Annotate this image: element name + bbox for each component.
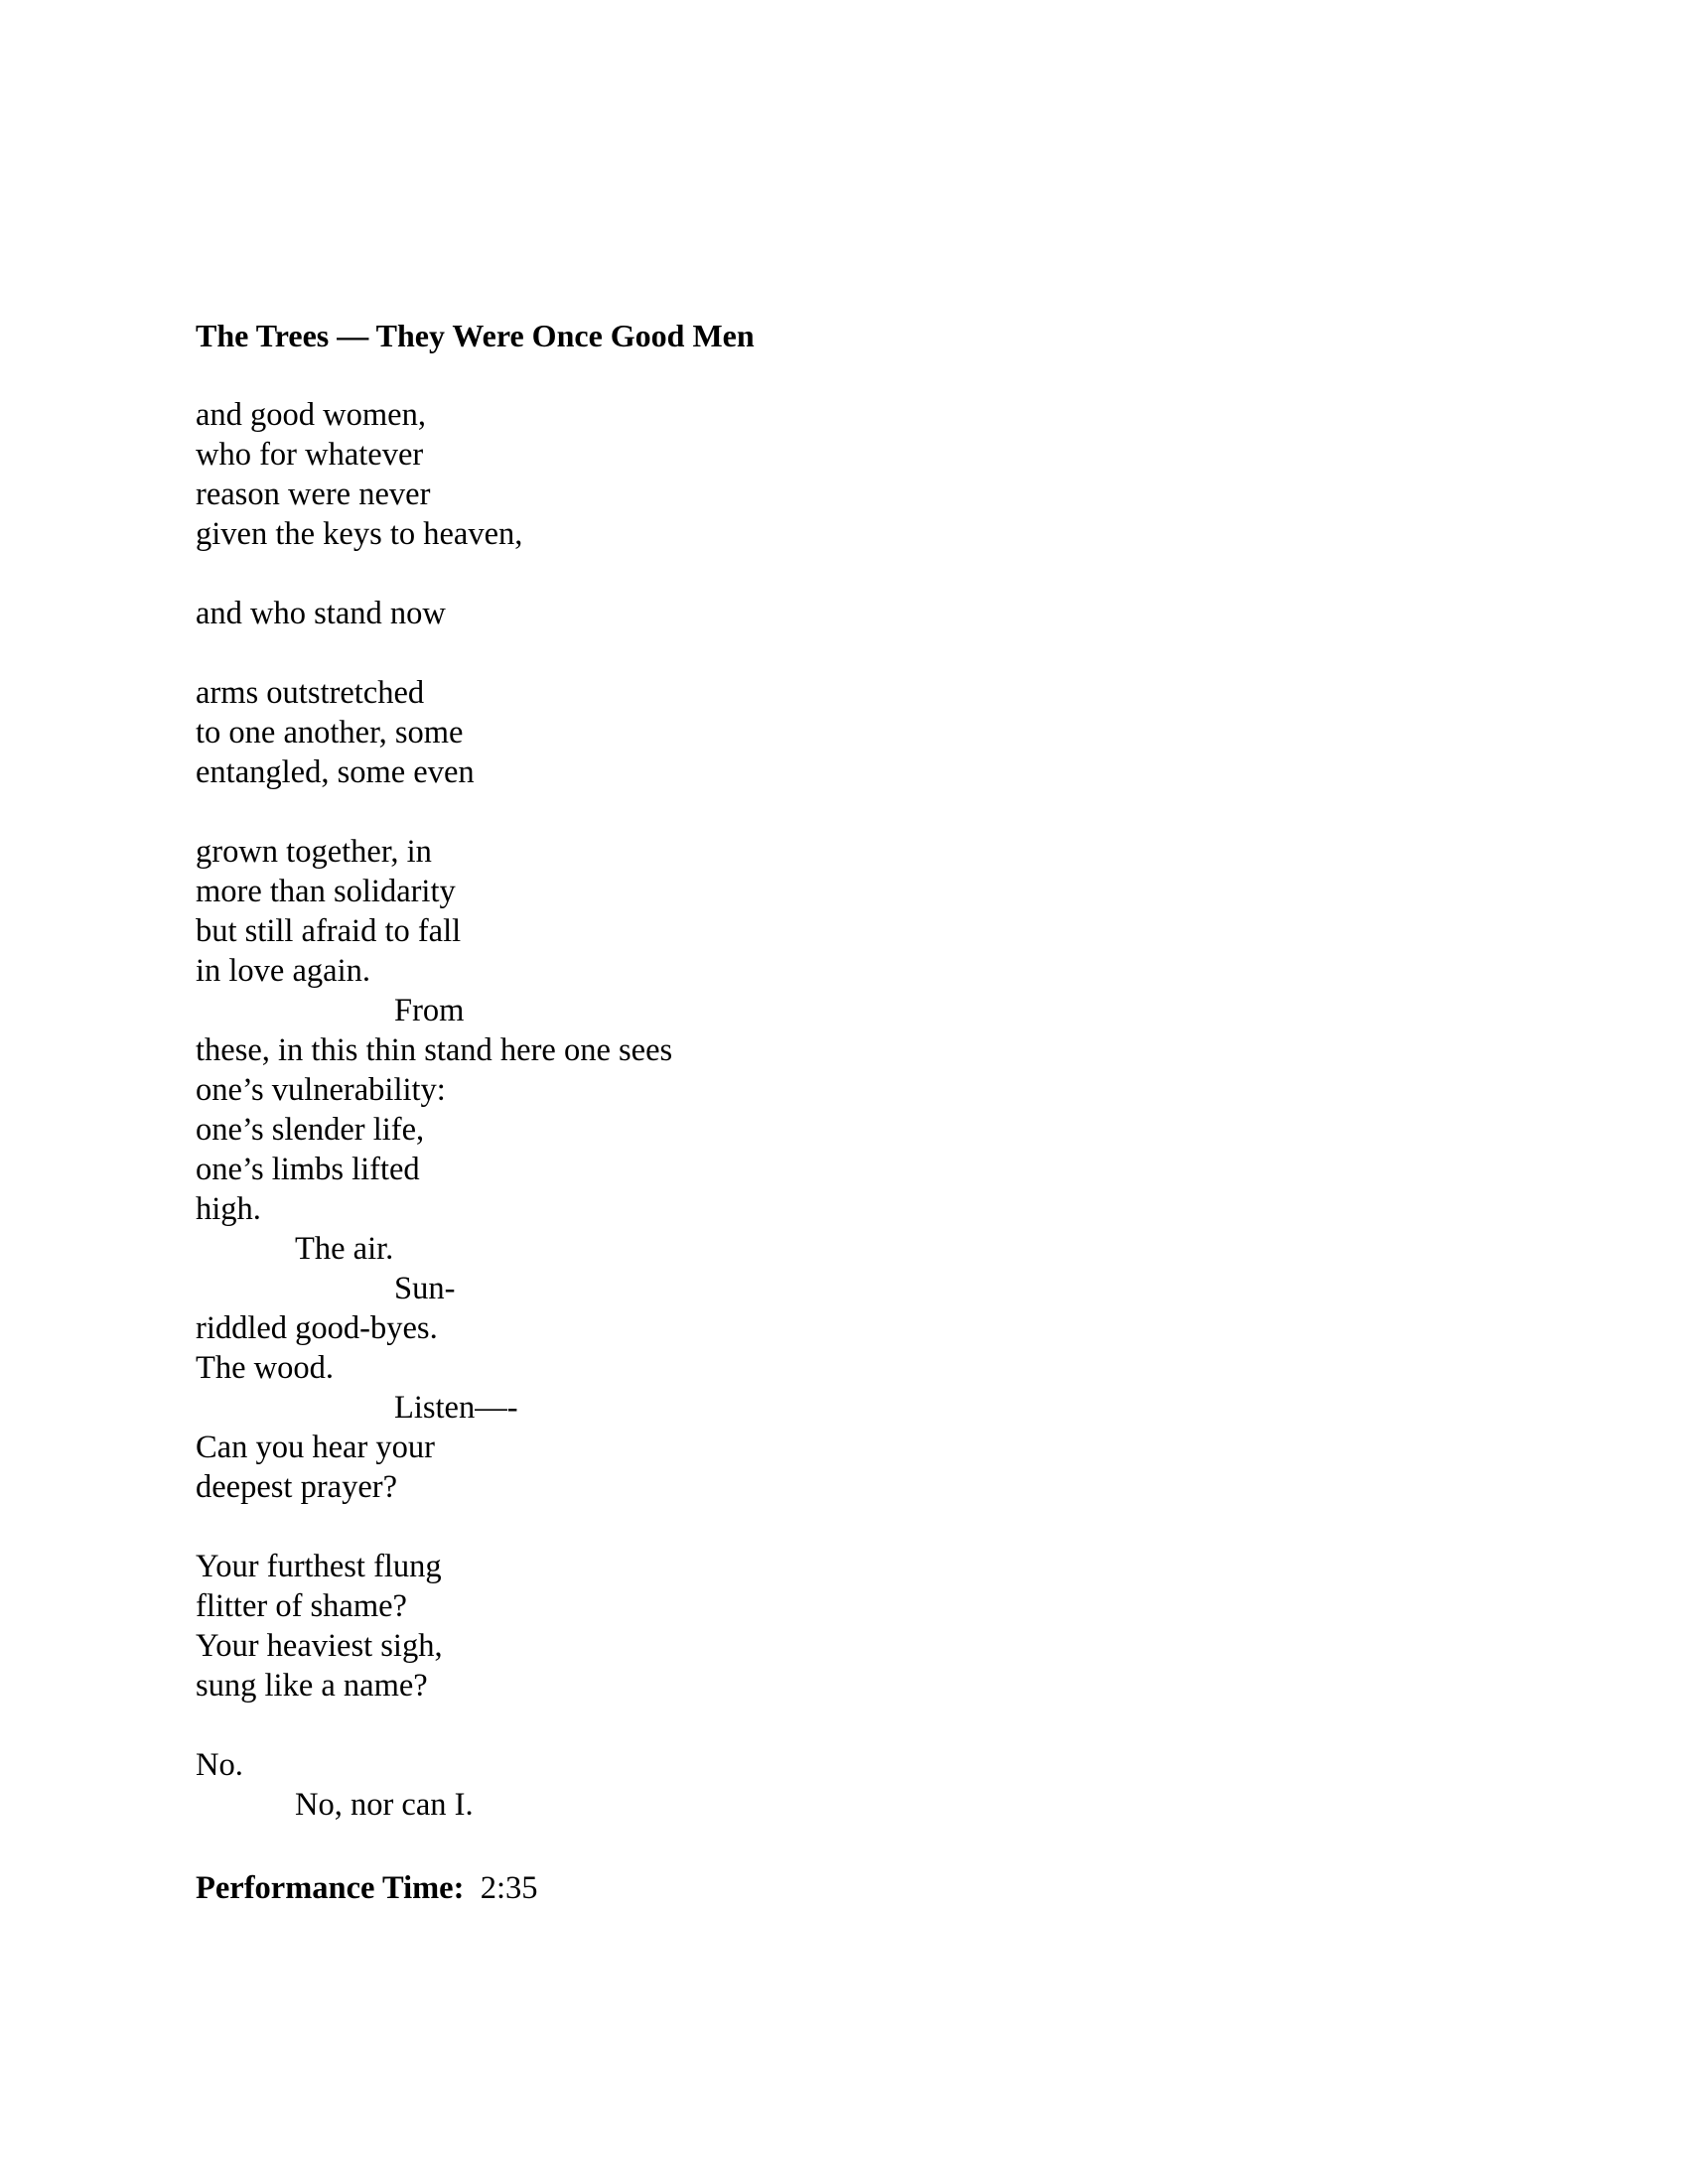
performance-time xyxy=(196,1868,537,1908)
poem-line: arms outstretched xyxy=(196,675,425,711)
poem-line: reason were never xyxy=(196,477,431,512)
poem-line: sung like a name? xyxy=(196,1668,428,1704)
stanza-break xyxy=(196,633,672,673)
performance-time-label: Performance Time: xyxy=(196,1870,465,1906)
poem-title: The Trees — They Were Once Good Men xyxy=(196,318,755,353)
poem-line: flitter of shame? xyxy=(196,1588,407,1624)
performance-time-value: 2:35 xyxy=(480,1870,538,1906)
stanza-break xyxy=(196,554,672,594)
stanza-break xyxy=(196,1507,672,1547)
poem-line: one’s slender life, xyxy=(196,1112,425,1148)
poem-line: to one another, some xyxy=(196,715,464,751)
poem-line: Listen—- xyxy=(394,1390,518,1426)
poem-line: one’s vulnerability: xyxy=(196,1072,446,1108)
poem-line: The air. xyxy=(295,1231,394,1267)
poem-line: Your heaviest sigh, xyxy=(196,1628,443,1664)
poem-line: these, in this thin stand here one sees xyxy=(196,1032,673,1068)
poem-line: one’s limbs lifted xyxy=(196,1152,420,1187)
poem-line: in love again. xyxy=(196,953,370,989)
poem-line: From xyxy=(394,993,465,1028)
poem-line: No. xyxy=(196,1747,243,1783)
stanza-break xyxy=(196,1706,672,1745)
poem-line: The wood. xyxy=(196,1350,334,1386)
poem-line: entangled, some even xyxy=(196,754,475,790)
poem-line: deepest prayer? xyxy=(196,1469,397,1505)
poem-line: who for whatever xyxy=(196,437,424,473)
poem-line: given the keys to heaven, xyxy=(196,516,523,552)
poem-line: Your furthest flung xyxy=(196,1549,442,1584)
poem-body xyxy=(196,395,672,1825)
stanza-break xyxy=(196,792,672,832)
poem-line: and good women, xyxy=(196,397,426,433)
poem-line: Sun- xyxy=(394,1271,456,1306)
poem-line: No, nor can I. xyxy=(295,1787,474,1823)
poem-line: grown together, in xyxy=(196,834,432,870)
poem-line: riddled good-byes. xyxy=(196,1310,438,1346)
poem-line: high. xyxy=(196,1191,261,1227)
poem-line: Can you hear your xyxy=(196,1430,435,1465)
poem-line: but still afraid to fall xyxy=(196,913,462,949)
poem-line: and who stand now xyxy=(196,596,446,631)
poem-line: more than solidarity xyxy=(196,874,456,909)
